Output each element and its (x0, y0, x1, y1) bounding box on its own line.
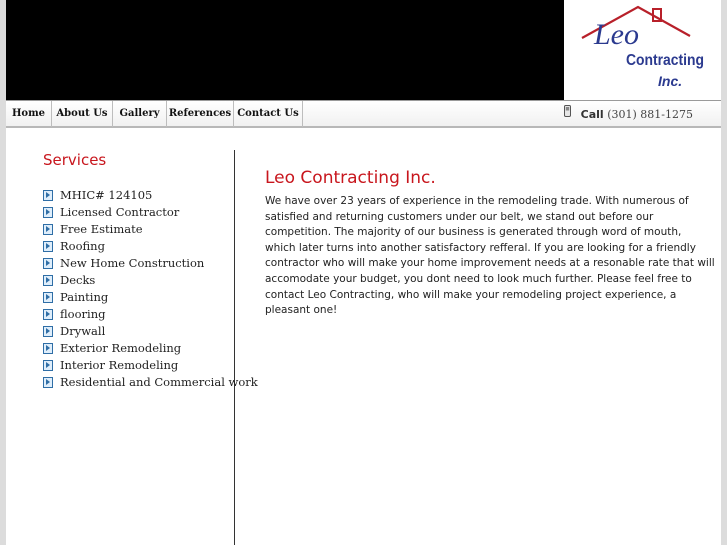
call-info (564, 101, 693, 127)
main-navigation (6, 100, 721, 128)
service-label: Drywall (60, 324, 106, 338)
service-item (43, 273, 258, 290)
logo-text-leo: Leo (594, 18, 639, 51)
service-label: Interior Remodeling (60, 358, 179, 372)
page-title: Leo Contracting Inc. (265, 168, 436, 188)
arrow-bullet-icon (43, 241, 53, 252)
service-label: Painting (60, 290, 109, 304)
nav-about-us[interactable]: About Us (52, 101, 113, 127)
service-item (43, 375, 258, 392)
nav-gallery[interactable]: Gallery (113, 101, 167, 127)
service-item (43, 358, 258, 375)
service-item (43, 222, 258, 239)
arrow-bullet-icon (43, 326, 53, 337)
nav-references[interactable]: References (167, 101, 234, 127)
arrow-bullet-icon (43, 360, 53, 371)
service-label: Residential and Commercial work (60, 375, 258, 389)
service-item (43, 205, 258, 222)
service-label: Licensed Contractor (60, 205, 180, 219)
logo-text-contracting: Contracting (626, 52, 704, 69)
phone-number[interactable]: (301) 881-1275 (607, 108, 693, 121)
service-label: Exterior Remodeling (60, 341, 182, 355)
service-item (43, 341, 258, 358)
service-label: New Home Construction (60, 256, 205, 270)
service-label: Roofing (60, 239, 105, 253)
service-item (43, 239, 258, 256)
service-item (43, 290, 258, 307)
service-label: Free Estimate (60, 222, 143, 236)
nav-contact-us[interactable]: Contact Us (234, 101, 303, 127)
phone-icon (564, 100, 571, 128)
arrow-bullet-icon (43, 309, 53, 320)
right-page-border (721, 0, 727, 545)
services-list (43, 188, 258, 392)
logo-text-inc: Inc. (658, 73, 683, 89)
nav-home[interactable]: Home (6, 101, 52, 127)
company-logo[interactable] (564, 0, 721, 100)
arrow-bullet-icon (43, 343, 53, 354)
call-label: Call (580, 108, 604, 121)
service-item (43, 324, 258, 341)
arrow-bullet-icon (43, 377, 53, 388)
service-label: MHIC# 124105 (60, 188, 153, 202)
arrow-bullet-icon (43, 275, 53, 286)
header-banner (6, 0, 564, 100)
service-label: flooring (60, 307, 106, 321)
intro-paragraph: We have over 23 years of experience in the remodeling trade. With numerous of satisfied and returning customers under our belt, we stand out before our competition. The majority of our business is generated through word of mouth, which later turns into another satisfactory refferal. If you are looking for a friendly contractor who will make your home improvement needs at a resonable rate that will accomodate your budget, you dont need to look much further. Please feel free to contact Leo Contracting, who will make your remodeling project experience, a pleasant one! (265, 195, 715, 317)
service-item (43, 188, 258, 205)
arrow-bullet-icon (43, 190, 53, 201)
service-label: Decks (60, 273, 96, 287)
arrow-bullet-icon (43, 258, 53, 269)
service-item (43, 307, 258, 324)
services-heading: Services (43, 151, 107, 169)
logo-graphic (564, 0, 721, 100)
service-item (43, 256, 258, 273)
arrow-bullet-icon (43, 224, 53, 235)
arrow-bullet-icon (43, 207, 53, 218)
arrow-bullet-icon (43, 292, 53, 303)
